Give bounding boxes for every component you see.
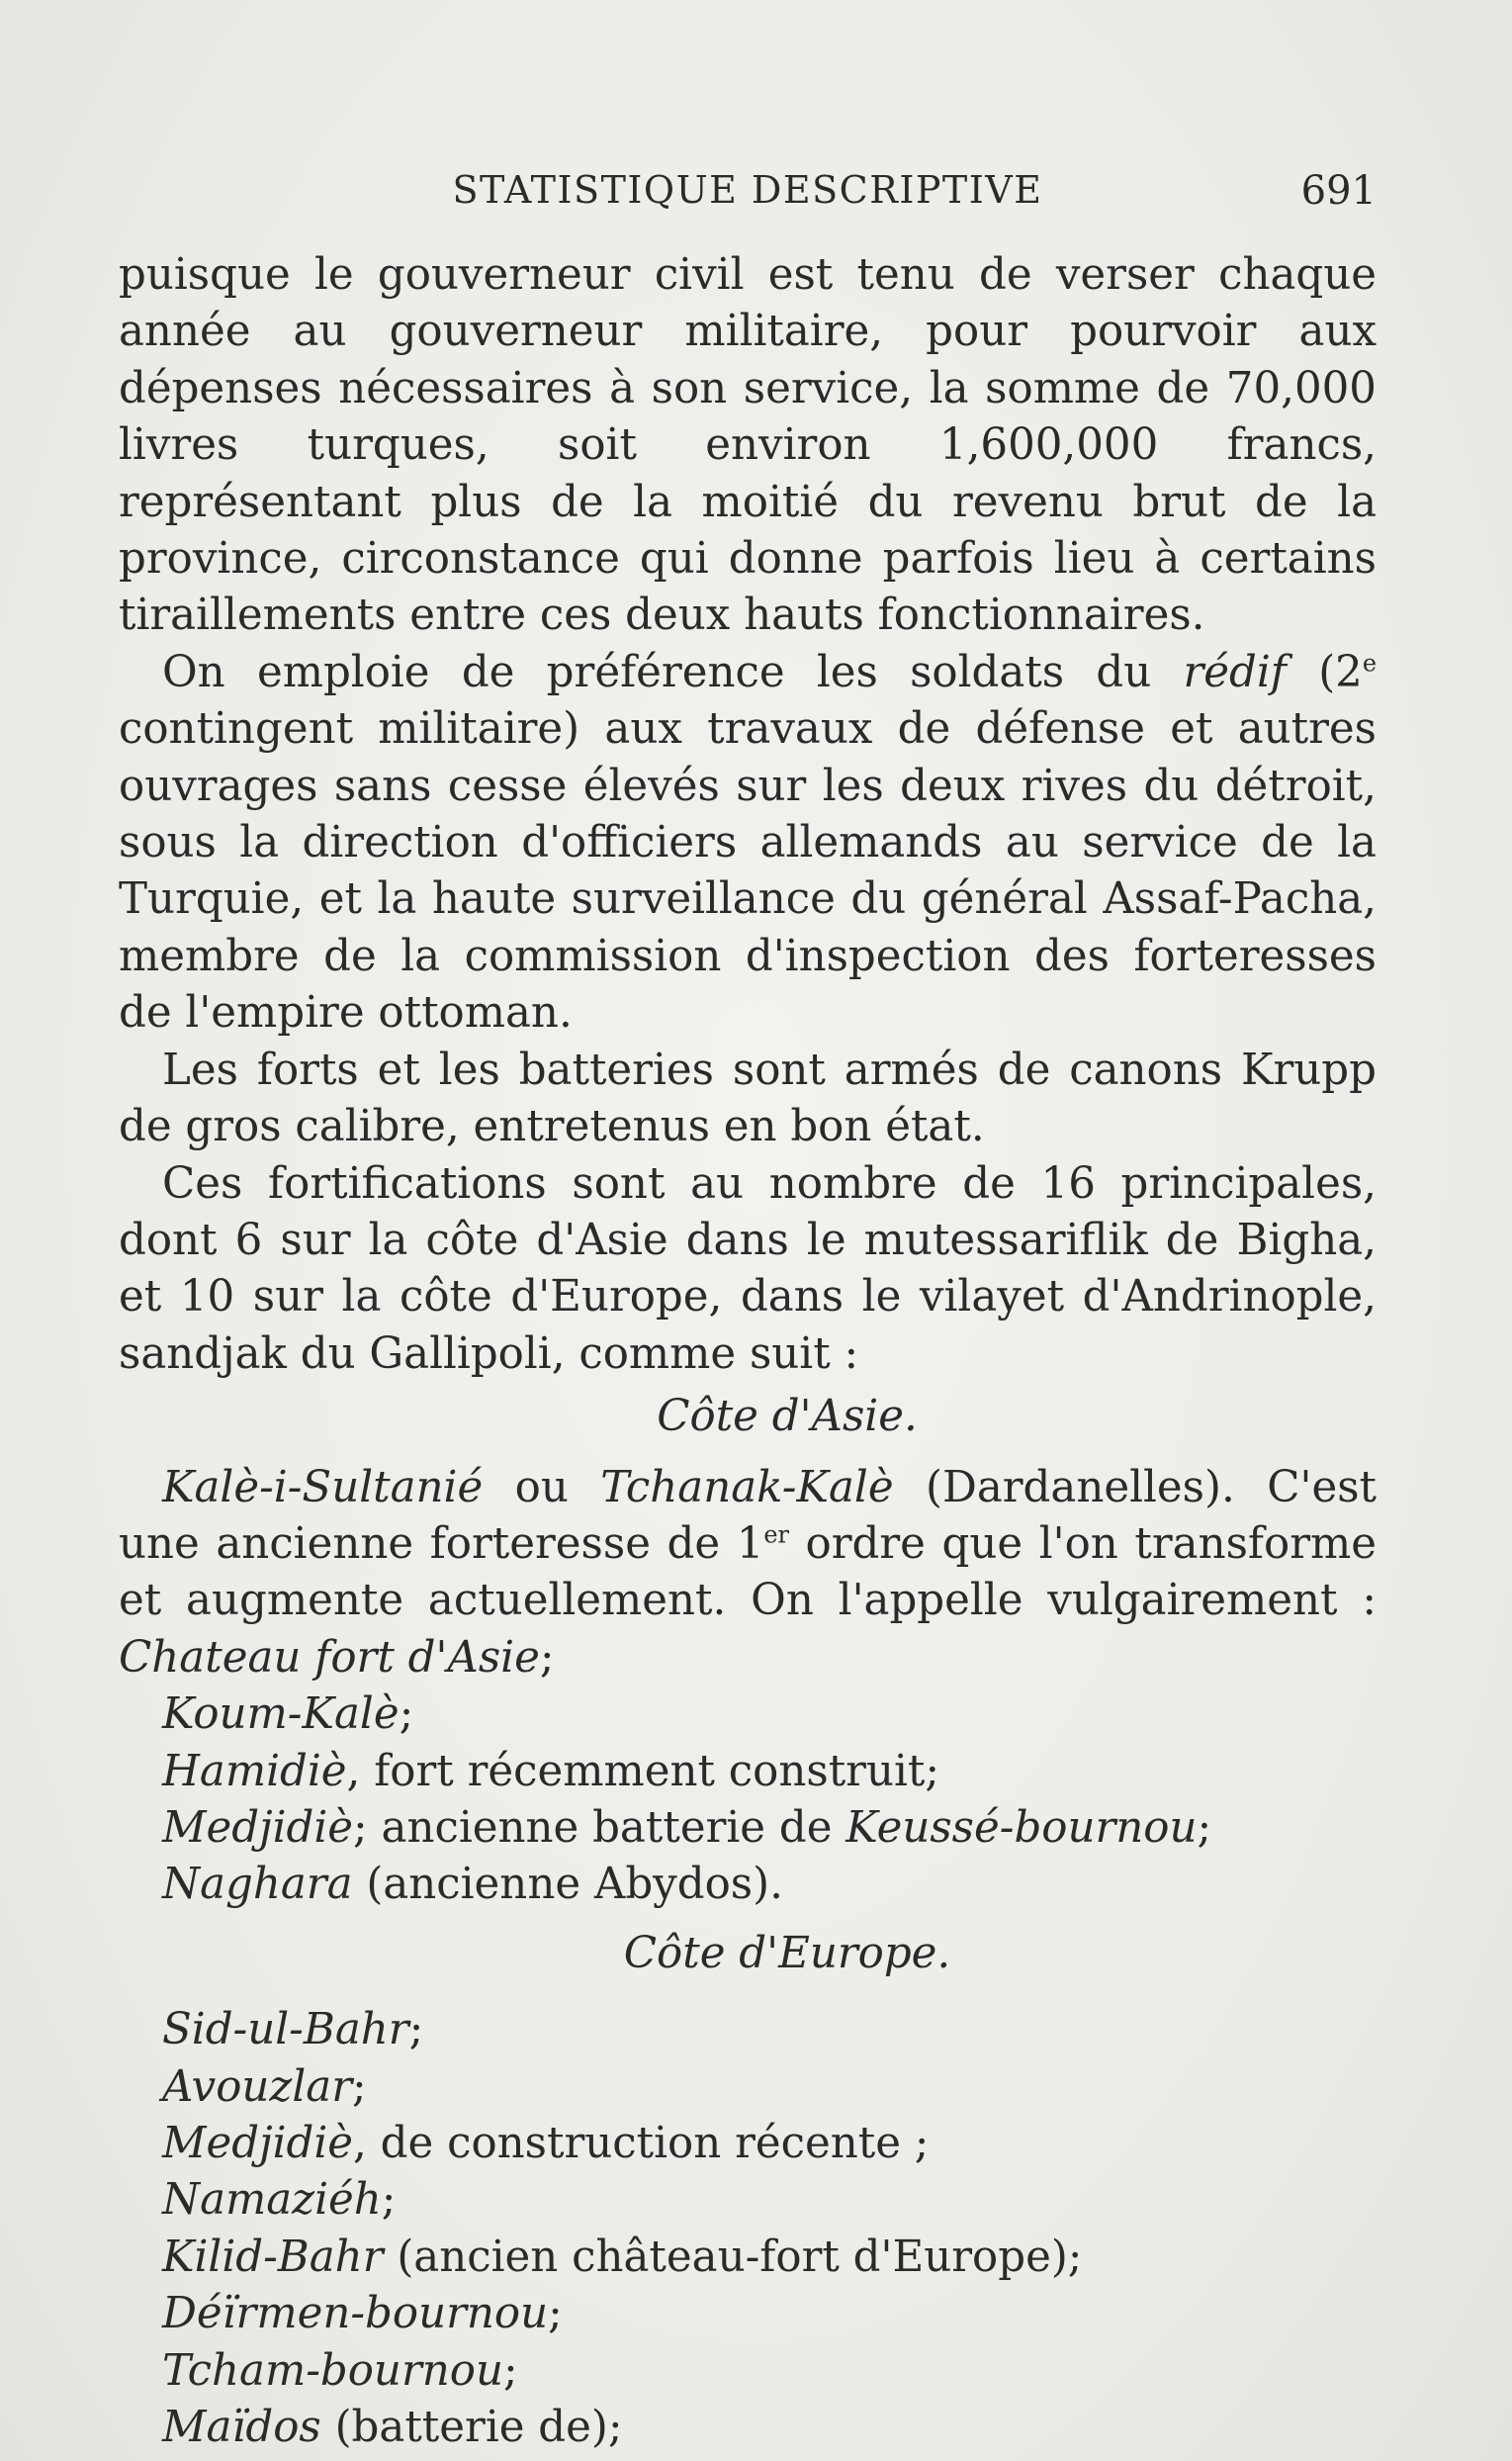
fort-name: Kilid-Bahr [162,2232,384,2282]
list-item [119,2286,1377,2342]
fort-name: Maïdos [162,2403,321,2453]
running-title: STATISTIQUE DESCRIPTIVE [452,168,1043,212]
list-item [119,2230,1377,2286]
page-header [119,164,1377,214]
list-item [119,2059,1377,2116]
fort-name: Tchanak-Kalè [600,1462,894,1512]
paragraph-governor: puisque le gouverneur civil est tenu de verser chaque année au gouverneur militaire, pour pourvoir aux dépenses nécessaires à son service, la somme de 70,000 livres turques, soit environ 1,600,000 francs, représentant plus de la moitié du revenu brut de la province, circonstance qui donne parfois lieu à certains tiraillements entre ces deux hauts fonctionnaires. [119,250,1377,641]
fort-name: Namaziéh [162,2175,382,2226]
ordinal-superscript: er [763,1520,789,1549]
paragraph-redif [119,645,1377,1043]
list-item [119,2343,1377,2400]
redif-superscript: e [1362,649,1377,678]
list-item [119,2172,1377,2229]
fort-text: ; [539,1632,555,1683]
fort-name: Sid-ul-Bahr [162,2005,409,2055]
fort-text: (Dardanelles). C'est une ancienne forteresse de 1 [119,1462,1377,1569]
fort-name: Avouzlar [162,2061,352,2112]
fort-text: (ancienne Abydos). [352,1860,783,1910]
fort-name: Déïrmen-bournou [162,2289,549,2339]
fort-name: Kalè-i-Sultanié [162,1462,484,1512]
fort-text: , fort récemment construit; [346,1746,940,1796]
fort-text: ou [483,1462,601,1512]
fort-name: Naghara [162,1860,353,1910]
list-item [119,1686,1377,1743]
paragraph-krupp: Les forts et les batteries sont armés de canons Krupp de gros calibre, entretenus en bon état. [119,1045,1377,1152]
fort-text: (batterie de); [320,2403,623,2453]
fort-text: ; [548,2289,563,2339]
redif-paren-open: (2 [1286,647,1363,697]
fort-name: Hamidiè [162,1746,347,1796]
fort-name: Medjidiè [162,2119,354,2168]
fort-text: ordre que l'on transforme et augmente actuellement. On l'appelle vulgairement : [119,1518,1378,1626]
fort-text: ; [1197,1802,1212,1853]
redif-text-after: contingent militaire) aux travaux de défense et autres ouvrages sans cesse élevés sur les deux rives du détroit, sous la direction d'officiers allemands au service de la Turquie, et la haute surveillance du général Assaf-Pacha, membre de la commission d'inspection des forteresses de l'empire ottoman. [119,704,1377,1039]
fort-name: Keussé-bournou [845,1802,1198,1853]
list-item [119,1800,1377,1857]
fort-text: ; [352,2061,367,2112]
redif-text-before: On emploie de préférence les soldats du [162,647,1184,697]
fort-text: ; [399,1689,414,1740]
fort-name: Tcham-bournou [162,2345,503,2396]
fort-text: ; [502,2345,518,2396]
list-item [119,2400,1377,2456]
fort-text: ; [381,2175,397,2226]
list-item [119,2002,1377,2058]
fort-text: (ancien château-fort d'Europe); [383,2232,1083,2282]
redif-term: rédif [1183,647,1287,697]
list-item [119,1857,1377,1913]
heading-cote-asie: Côte d'Asie. [657,1392,918,1442]
page-body [119,247,1377,2456]
fort-text: ; ancienne batterie de [353,1802,846,1853]
heading-cote-europe: Côte d'Europe. [623,1928,951,1978]
fort-text: , de construction récente ; [353,2119,930,2168]
paragraph-fortifications: Ces fortifications sont au nombre de 16 principales, dont 6 sur la côte d'Asie dans le mutessariflik de Bigha, et 10 sur la côte d'Europe, dans le vilayet d'Andrinople, sandjak du Gallipoli, comme suit : [119,1158,1377,1379]
fort-name: Koum-Kalè [162,1689,400,1740]
fort-entry-kale-i-sultanie [119,1460,1377,1687]
fort-text: ; [408,2005,424,2055]
list-item [119,1744,1377,1800]
page-number: 691 [1300,168,1377,214]
fort-name: Medjidiè [162,1802,354,1853]
list-item [119,2116,1377,2172]
fort-nickname: Chateau fort d'Asie [119,1632,540,1683]
